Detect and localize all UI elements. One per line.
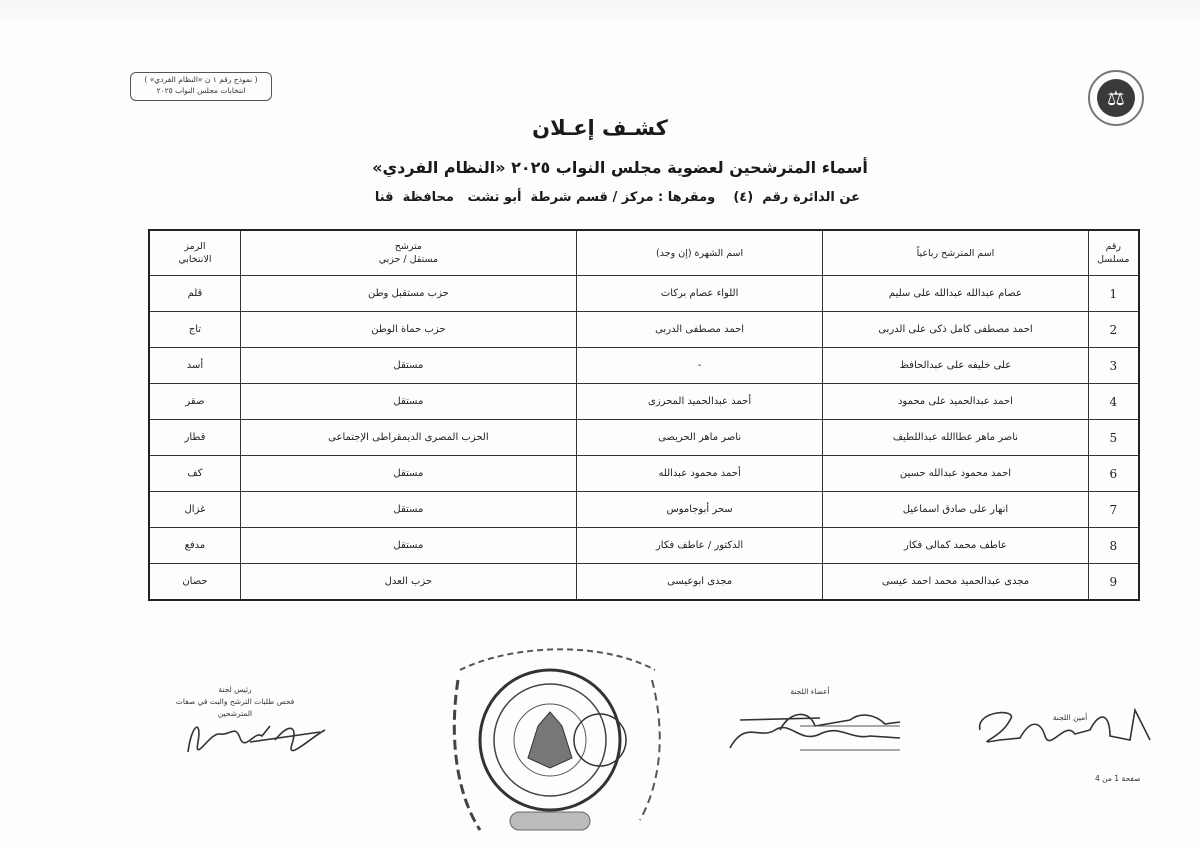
cell-symbol: قلم <box>149 276 240 312</box>
cell-type: مستقل <box>240 456 576 492</box>
cell-num: 8 <box>1088 528 1139 564</box>
cell-num: 2 <box>1088 312 1139 348</box>
table-header-row <box>149 230 1139 276</box>
candidates-table <box>148 229 1140 601</box>
form-label-line2: انتخابات مجلس النواب ٢٠٢٥ <box>156 86 246 95</box>
cell-symbol: غزال <box>149 492 240 528</box>
cell-num: 7 <box>1088 492 1139 528</box>
cell-name: على خليفه على عبدالحافظ <box>823 348 1088 384</box>
page-title: كشـف إعـلان <box>532 116 668 140</box>
header-fame-name: اسم الشهرة (إن وجد) <box>576 230 822 276</box>
cell-symbol: حصان <box>149 564 240 601</box>
header-name: اسم المترشح رباعياً <box>823 230 1088 276</box>
cell-fame-name: أحمد محمود عبدالله <box>576 456 822 492</box>
cell-num: 6 <box>1088 456 1139 492</box>
cell-name: احمد محمود عبدالله حسين <box>823 456 1088 492</box>
cell-name: انهار على صادق اسماعيل <box>823 492 1088 528</box>
cell-num: 9 <box>1088 564 1139 601</box>
cell-name: احمد مصطفى كامل ذكى على الدربى <box>823 312 1088 348</box>
secretary-title: أمين اللجنة <box>1052 713 1088 722</box>
chair-signature-icon <box>180 712 330 760</box>
cell-fame-name: مجدى ابوعيسى <box>576 564 822 601</box>
cell-name: عصام عبدالله عبدالله على سليم <box>823 276 1088 312</box>
cell-type: مستقل <box>240 384 576 420</box>
header-type: مترشح مستقل / حزبي <box>240 230 576 276</box>
cell-type: مستقل <box>240 528 576 564</box>
table-row <box>149 384 1139 420</box>
cell-symbol: تاج <box>149 312 240 348</box>
cell-symbol: صقر <box>149 384 240 420</box>
cell-fame-name: سحر أبوجاموس <box>576 492 822 528</box>
cell-num: 5 <box>1088 420 1139 456</box>
cell-fame-name: أحمد عبدالحميد المحرزى <box>576 384 822 420</box>
cell-name: ناصر ماهر عطاالله عبداللطيف <box>823 420 1088 456</box>
table-row <box>149 456 1139 492</box>
table-row <box>149 564 1139 601</box>
table-row <box>149 276 1139 312</box>
members-signature-block <box>770 686 850 698</box>
table-row <box>149 492 1139 528</box>
court-seal-icon <box>440 640 670 840</box>
cell-symbol: كف <box>149 456 240 492</box>
cell-name: مجدى عبدالحميد محمد احمد عيسى <box>823 564 1088 601</box>
cell-fame-name: - <box>576 348 822 384</box>
cell-num: 3 <box>1088 348 1139 384</box>
cell-type: مستقل <box>240 348 576 384</box>
chair-subtitle: فحص طلبات الترشح والبت في صفات المترشحين <box>175 697 295 718</box>
scan-edge <box>0 0 1200 22</box>
form-label-box <box>130 72 272 101</box>
cell-type: حزب العدل <box>240 564 576 601</box>
cell-fame-name: اللواء عصام بركات <box>576 276 822 312</box>
cell-type: حزب حماة الوطن <box>240 312 576 348</box>
page-number: صفحة 1 من 4 <box>1095 774 1141 783</box>
cell-type: مستقل <box>240 492 576 528</box>
cell-num: 4 <box>1088 384 1139 420</box>
chair-title: رئيس لجنة <box>218 685 252 694</box>
members-title: أعضاء اللجنة <box>790 687 830 696</box>
page-subtitle: أسماء المترشحين لعضوية مجلس النواب ٢٠٢٥ «النظام الفردي» <box>372 158 868 177</box>
table-row <box>149 348 1139 384</box>
cell-symbol: أسد <box>149 348 240 384</box>
cell-type: حزب مستقبل وطن <box>240 276 576 312</box>
members-signature-icon <box>700 700 920 760</box>
table-row <box>149 420 1139 456</box>
header-symbol: الرمز الانتخابي <box>149 230 240 276</box>
cell-name: احمد عبدالحميد على محمود <box>823 384 1088 420</box>
cell-fame-name: الدكتور / عاطف فكار <box>576 528 822 564</box>
cell-fame-name: احمد مصطفى الدربى <box>576 312 822 348</box>
table-row <box>149 312 1139 348</box>
cell-fame-name: ناصر ماهر الحريصى <box>576 420 822 456</box>
cell-symbol: قطار <box>149 420 240 456</box>
cell-type: الحزب المصرى الديمقراطى الإجتماعى <box>240 420 576 456</box>
header-num: رقم مسلسل <box>1088 230 1139 276</box>
district-line: عن الدائرة رقم (٤) ومقرها : مركز / قسم شرطة أبو تشت محافظة قنا <box>374 190 860 205</box>
eagle-icon: ⚖ <box>1097 79 1135 117</box>
form-label-line1: ( نموذج رقم ١ ن «النظام الفردي» ) <box>144 75 258 84</box>
secretary-signature-icon <box>960 700 1160 760</box>
cell-name: عاطف محمد كمالى فكار <box>823 528 1088 564</box>
table-row <box>149 528 1139 564</box>
cell-symbol: مدفع <box>149 528 240 564</box>
cell-num: 1 <box>1088 276 1139 312</box>
